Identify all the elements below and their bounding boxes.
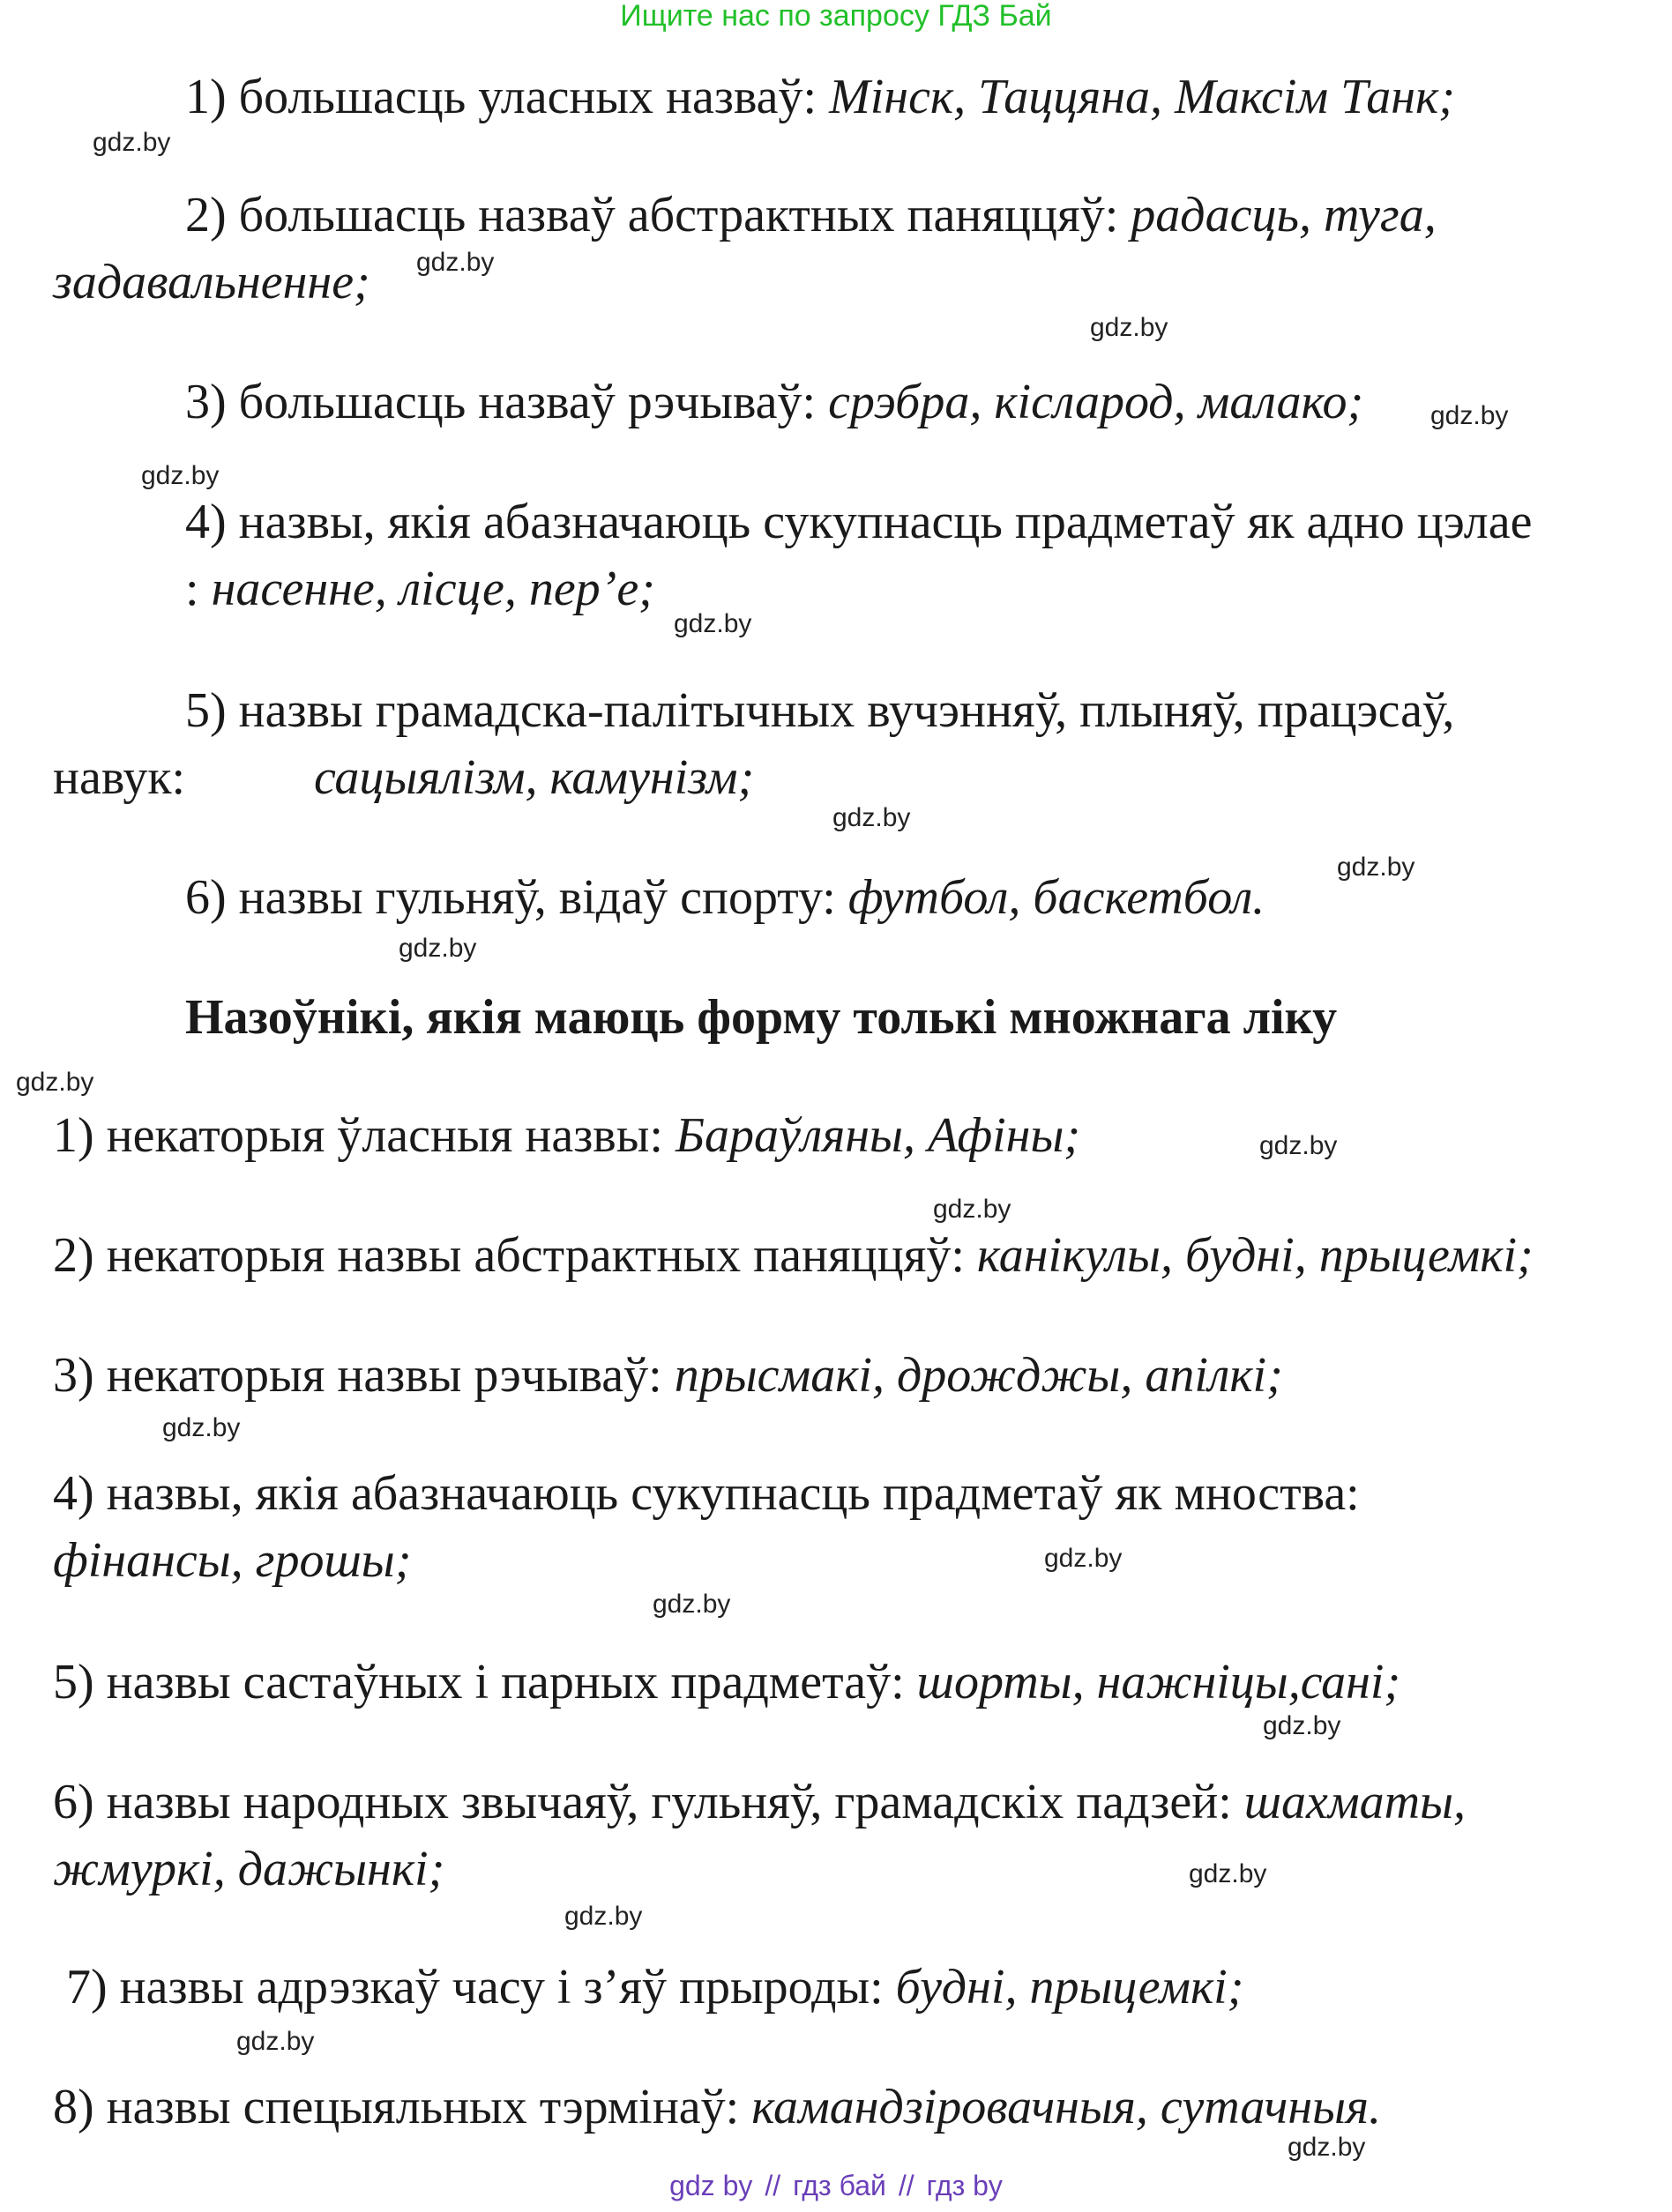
section2-item-6	[53, 1774, 1466, 1830]
footer-link-gdz-by[interactable]: gdz by	[669, 2170, 753, 2201]
section2-item-5	[53, 1654, 1400, 1710]
section1-item-6	[185, 869, 1265, 926]
watermark: gdz.by	[1337, 853, 1415, 882]
item-examples: радасць, туга,	[1131, 188, 1437, 242]
section2-item-3	[53, 1347, 1283, 1404]
item-examples: будні, прыцемкі;	[895, 1960, 1244, 2015]
footer-separator: //	[898, 2170, 914, 2201]
item-examples: футбол, баскетбол.	[847, 870, 1265, 925]
watermark: gdz.by	[653, 1590, 731, 1619]
item-examples-continued: задавальненне;	[53, 255, 370, 309]
item-text: 6) назвы народных звычаяў, гульняў, грамадскіх падзей:	[53, 1775, 1244, 1829]
watermark: gdz.by	[1044, 1544, 1123, 1573]
item-text: 5) назвы грамадска-палітычных вучэнняў, плыняў, працэсаў,	[185, 683, 1455, 738]
section2-item-4	[53, 1465, 1360, 1522]
item-examples: шахматы,	[1243, 1775, 1467, 1829]
item-text: 3) некаторыя назвы рэчываў:	[53, 1348, 675, 1403]
watermark: gdz.by	[832, 803, 911, 832]
section1-item-1	[185, 69, 1455, 125]
item-examples: срэбра, кісларод, малако;	[828, 375, 1364, 429]
item-text: 6) назвы гульняў, відаў спорту:	[185, 870, 848, 925]
watermark: gdz.by	[1259, 1131, 1338, 1160]
item-examples: шорты, нажніцы,сані;	[916, 1655, 1401, 1709]
section1-item-5	[185, 682, 1454, 739]
watermark: gdz.by	[416, 248, 495, 277]
section2-item-6-cont	[53, 1841, 444, 1897]
item-examples-continued: жмуркі, дажынкі;	[53, 1842, 445, 1896]
item-examples-continued: фінансы, грошы;	[53, 1533, 412, 1588]
footer-link-gdz-bai[interactable]: гдз бай	[793, 2170, 886, 2201]
item-text: 1) некаторыя ўласныя назвы:	[53, 1108, 676, 1163]
watermark: gdz.by	[399, 934, 477, 963]
item-examples: канікулы, будні, прыцемкі;	[976, 1228, 1534, 1283]
item-text: 4) назвы, якія абазначаюць сукупнасць прадметаў як адно цэлае	[185, 495, 1533, 549]
item-text: 4) назвы, якія абазначаюць сукупнасць прадметаў як мноства:	[53, 1466, 1360, 1521]
watermark: gdz.by	[236, 2027, 315, 2056]
watermark: gdz.by	[564, 1902, 643, 1931]
watermark: gdz.by	[1288, 2133, 1366, 2162]
section1-item-5-cont	[53, 749, 185, 806]
watermark: gdz.by	[93, 128, 171, 157]
section1-item-3	[185, 374, 1363, 430]
item-text: 1) большасць уласных назваў:	[185, 70, 830, 124]
section2-item-8	[53, 2079, 1381, 2135]
item-examples-continued: насенне, лісце, пер’е;	[211, 562, 655, 616]
item-examples: Бараўляны, Афіны;	[675, 1108, 1081, 1163]
section1-item-4-cont	[185, 561, 655, 617]
footer-link-gdz-by-2[interactable]: гдз by	[926, 2170, 1003, 2201]
item-text-continued: :	[185, 562, 212, 616]
footer-separator: //	[765, 2170, 781, 2201]
section1-item-4	[185, 494, 1532, 550]
watermark: gdz.by	[674, 609, 752, 638]
watermark: gdz.by	[141, 461, 220, 490]
section2-item-7	[66, 1959, 1243, 2015]
watermark: gdz.by	[162, 1413, 241, 1442]
section2-item-4-cont	[53, 1532, 411, 1589]
top-search-hint-link[interactable]: Ищите нас по запросу ГДЗ Бай	[620, 0, 1052, 33]
item-examples: прысмакі, дрожджы, апілкі;	[674, 1348, 1283, 1403]
section1-item-2	[185, 187, 1437, 243]
item-examples: камандзіровачныя, сутачныя.	[751, 2080, 1382, 2134]
section2-heading: Назоўнікі, якія маюць форму толькі множнага ліку	[185, 990, 1338, 1045]
watermark: gdz.by	[1263, 1711, 1341, 1740]
item-text: 5) назвы састаўных і парных прадметаў:	[53, 1655, 917, 1709]
item-text: 3) большасць назваў рэчываў:	[185, 375, 829, 429]
item-text: 7) назвы адрэзкаў часу і з’яў прыроды:	[66, 1960, 896, 2015]
section2-item-2	[53, 1227, 1534, 1284]
section1-item-5-examples	[314, 749, 754, 806]
item-text: 2) некаторыя назвы абстрактных паняццяў:	[53, 1228, 977, 1283]
section2-item-1	[53, 1107, 1080, 1164]
watermark: gdz.by	[1430, 401, 1509, 430]
item-examples: Мінск, Таццяна, Максім Танк;	[829, 70, 1455, 124]
footer-links	[0, 2170, 1672, 2201]
item-text: 2) большасць назваў абстрактных паняццяў:	[185, 188, 1131, 242]
watermark: gdz.by	[933, 1195, 1011, 1224]
watermark: gdz.by	[16, 1068, 94, 1097]
item-examples-continued: сацыялізм, камунізм;	[314, 750, 755, 805]
section1-item-2-cont	[53, 254, 370, 310]
watermark: gdz.by	[1189, 1859, 1267, 1888]
item-text: 8) назвы спецыяльных тэрмінаў:	[53, 2080, 752, 2134]
watermark: gdz.by	[1090, 313, 1168, 342]
item-text-continued: навук:	[53, 750, 186, 805]
